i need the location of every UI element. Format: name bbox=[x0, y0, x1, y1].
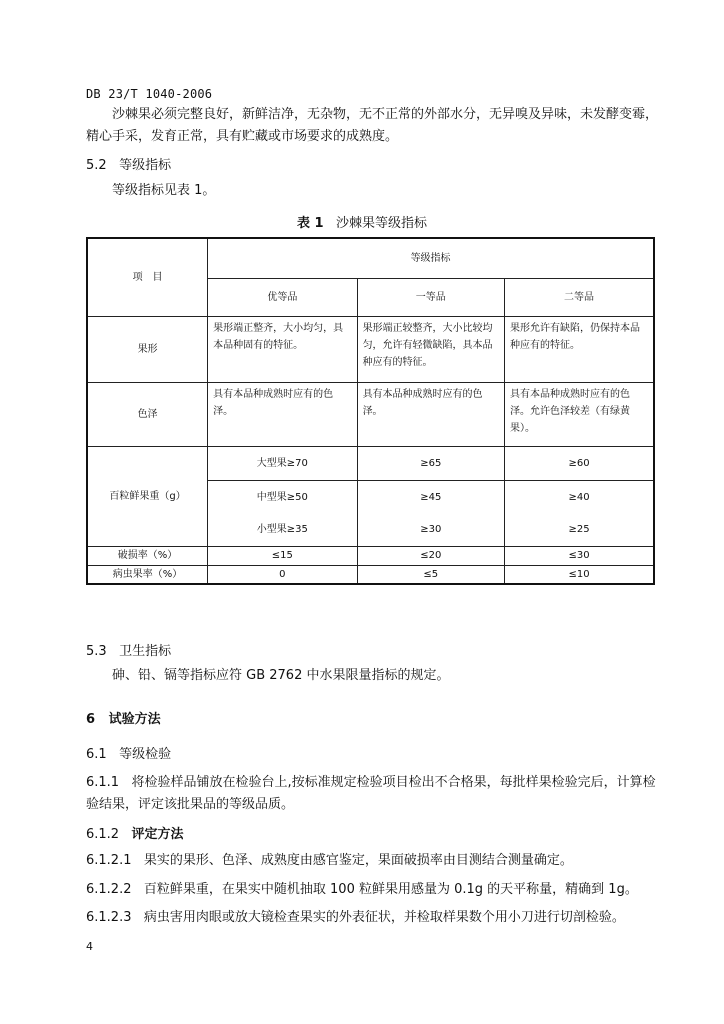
section-title: 评定方法 bbox=[131, 827, 184, 842]
table-cell: ≥30 bbox=[357, 514, 504, 546]
table-cell: 0 bbox=[208, 565, 357, 584]
page-number: 4 bbox=[86, 940, 93, 953]
section-number: 6 bbox=[86, 712, 96, 727]
table-cell: 大型果≥70 bbox=[208, 446, 357, 480]
table-cell: ≤5 bbox=[357, 565, 504, 584]
table-cell: 中型果≥50 bbox=[208, 480, 357, 514]
document-header: DB 23/T 1040-2006 bbox=[86, 87, 213, 101]
section-number: 5.3 bbox=[86, 644, 107, 659]
table-cell: ≥65 bbox=[357, 446, 504, 480]
section-number: 6.1 bbox=[86, 747, 107, 762]
section-6-1-1-paragraph bbox=[86, 772, 658, 816]
row-label-shape: 果形 bbox=[87, 316, 208, 382]
section-text: 百粒鲜果重，在果实中随机抽取 100 粒鲜果用感量为 0.1g 的天平称量，精确到 1g。 bbox=[143, 882, 638, 897]
item-header-cell: 项 目 bbox=[87, 238, 208, 316]
table-cell: 小型果≥35 bbox=[208, 514, 357, 546]
section-6-1-2-2-paragraph bbox=[86, 879, 658, 901]
table-cell: ≥25 bbox=[505, 514, 654, 546]
table-row bbox=[87, 546, 654, 565]
table-row bbox=[87, 316, 654, 382]
row-label-weight: 百粒鲜果重（g） bbox=[87, 446, 208, 546]
section-text: 病虫害用肉眼或放大镜检查果实的外表征状，并检取样果数个用小刀进行切剖检验。 bbox=[143, 910, 625, 925]
table-caption-number: 表 1 bbox=[297, 216, 324, 231]
table-cell: ≥60 bbox=[505, 446, 654, 480]
table-cell: ≥40 bbox=[505, 480, 654, 514]
table-cell: ≤20 bbox=[357, 546, 504, 565]
table-cell: ≤15 bbox=[208, 546, 357, 565]
section-6-1-heading bbox=[86, 743, 171, 762]
section-number: 6.1.2.2 bbox=[86, 882, 132, 897]
section-number: 6.1.2.3 bbox=[86, 910, 132, 925]
table-caption-title: 沙棘果等级指标 bbox=[335, 216, 427, 231]
table-cell: 具有本品种成熟时应有的色泽。 bbox=[208, 382, 357, 446]
table-cell: ≤10 bbox=[505, 565, 654, 584]
table-row bbox=[87, 565, 654, 584]
table-cell: ≤30 bbox=[505, 546, 654, 565]
section-6-1-2-heading bbox=[86, 823, 184, 842]
table-cell: 果形端正较整齐，大小比较均匀，允许有轻微缺陷，具本品种应有的特征。 bbox=[357, 316, 504, 382]
section-text: 果实的果形、色泽、成熟度由感官鉴定，果面破损率由目测结合测量确定。 bbox=[143, 853, 573, 868]
table-row bbox=[87, 382, 654, 446]
table-cell: ≥45 bbox=[357, 480, 504, 514]
section-6-heading bbox=[86, 708, 161, 727]
section-6-1-2-3-paragraph bbox=[86, 907, 658, 929]
section-6-1-2-1-paragraph bbox=[86, 850, 658, 872]
intro-paragraph: 沙棘果必须完整良好，新鲜洁净，无杂物，无不正常的外部水分，无异嗅及异味，未发酵变霉，精心手采，发育正常，具有贮藏或市场要求的成熟度。 bbox=[86, 107, 659, 144]
section-number: 6.1.2 bbox=[86, 827, 120, 842]
grade-header-cell: 等级指标 bbox=[208, 238, 654, 278]
section-5-3-text: 砷、铅、镉等指标应符 GB 2762 中水果限量指标的规定。 bbox=[112, 668, 450, 683]
section-title: 等级检验 bbox=[119, 747, 172, 762]
section-title: 试验方法 bbox=[108, 712, 161, 727]
section-5-2-text: 等级指标见表 1。 bbox=[112, 183, 216, 198]
table-row bbox=[87, 446, 654, 480]
section-5-2-heading bbox=[86, 154, 171, 173]
table-cell: 果形端正整齐，大小均匀，具本品种固有的特征。 bbox=[208, 316, 357, 382]
table-cell: 果形允许有缺陷，仍保持本品种应有的特征。 bbox=[505, 316, 654, 382]
section-title: 卫生指标 bbox=[119, 644, 172, 659]
grade-table bbox=[86, 237, 655, 585]
section-title: 等级指标 bbox=[119, 158, 172, 173]
section-5-3-heading bbox=[86, 640, 171, 659]
section-number: 5.2 bbox=[86, 158, 107, 173]
section-number: 6.1.1 bbox=[86, 775, 120, 790]
row-label-pest: 病虫果率（%） bbox=[87, 565, 208, 584]
table-cell: 具有本品种成熟时应有的色泽。允许色泽较差（有绿黄果）。 bbox=[505, 382, 654, 446]
table-cell: 具有本品种成熟时应有的色泽。 bbox=[357, 382, 504, 446]
grade-premium-header: 优等品 bbox=[208, 278, 357, 316]
grade-second-header: 二等品 bbox=[505, 278, 654, 316]
row-label-color: 色泽 bbox=[87, 382, 208, 446]
table-caption bbox=[0, 212, 724, 231]
section-number: 6.1.2.1 bbox=[86, 853, 132, 868]
section-text: 将检验样品铺放在检验台上,按标准规定检验项目检出不合格果，每批样果检验完后，计算检验结果，评定该批果品的等级品质。 bbox=[86, 775, 656, 812]
grade-first-header: 一等品 bbox=[357, 278, 504, 316]
row-label-broken: 破损率（%） bbox=[87, 546, 208, 565]
